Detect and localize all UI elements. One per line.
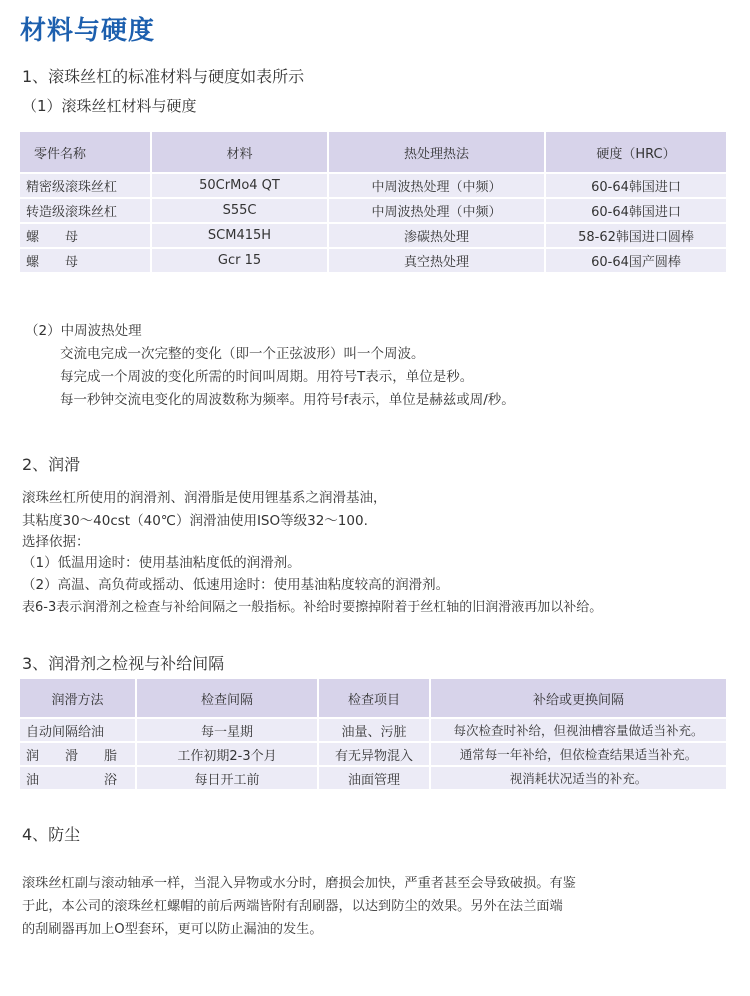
col-header: 硬度（HRC） [546, 132, 726, 172]
table-cell: 转造级滚珠丝杠 [20, 199, 150, 222]
table-cell: 中周波热处理（中频） [329, 199, 544, 222]
col-header: 热处理热法 [329, 132, 544, 172]
col-header: 检查间隔 [137, 679, 317, 717]
col-header: 材料 [152, 132, 327, 172]
section3-heading: 3、润滑剂之检视与补给间隔 [22, 654, 225, 673]
section1-heading: 1、滚珠丝杠的标准材料与硬度如表所示 [22, 67, 305, 86]
col-header: 检查项目 [319, 679, 429, 717]
section2-line: 滚珠丝杠所使用的润滑剂、润滑脂是使用锂基系之润滑基油， [22, 490, 387, 506]
table-cell: 58-62韩国进口圆棒 [546, 224, 726, 247]
table-cell: 每日开工前 [137, 767, 317, 789]
table-row [20, 767, 726, 789]
section1-sub2: （2）中周波热处理 [25, 323, 142, 339]
table-cell: 通常每一年补给，但依检查结果适当补充。 [431, 743, 726, 765]
table-cell: SCM415H [152, 224, 327, 247]
table-cell: 润 滑 脂 [20, 743, 135, 765]
table-cell: 真空热处理 [329, 249, 544, 272]
table-cell: 每一星期 [137, 719, 317, 741]
table-header-row [20, 132, 726, 172]
table-cell: 油量、污脏 [319, 719, 429, 741]
section2-line: 表6-3表示润滑剂之检查与补给间隔之一般指标。补给时要擦掉附着于丝杠轴的旧润滑液再加以补给。 [22, 600, 603, 615]
table-cell: 50CrMo4 QT [152, 174, 327, 197]
sub2-line: 交流电完成一次完整的变化（即一个正弦波形）叫一个周波。 [60, 346, 425, 362]
table-header-row [20, 679, 726, 717]
section1-sub1: （1）滚珠丝杠材料与硬度 [22, 97, 197, 115]
table-row [20, 174, 726, 197]
sub2-line: 每完成一个周波的变化所需的时间叫周期。用符号T表示，单位是秒。 [60, 369, 474, 385]
section2-heading: 2、润滑 [22, 455, 81, 474]
table-cell: 自动间隔给油 [20, 719, 135, 741]
table-cell: 工作初期2-3个月 [137, 743, 317, 765]
table-cell: 螺 母 [20, 224, 150, 247]
section2-line: 其粘度30～40cst（40℃）润滑油使用ISO等级32～100. [22, 513, 368, 529]
table-cell: 60-64韩国进口 [546, 199, 726, 222]
table-cell: 油面管理 [319, 767, 429, 789]
col-header: 零件名称 [20, 132, 150, 172]
section4-line: 于此，本公司的滚珠丝杠螺帽的前后两端皆附有刮刷器，以达到防尘的效果。另外在法兰面端 [22, 899, 563, 914]
col-header: 润滑方法 [20, 679, 135, 717]
section4-heading: 4、防尘 [22, 825, 81, 844]
col-header: 补给或更换间隔 [431, 679, 726, 717]
table-cell: 渗碳热处理 [329, 224, 544, 247]
table-cell: 60-64韩国进口 [546, 174, 726, 197]
table-cell: 中周波热处理（中频） [329, 174, 544, 197]
table-row [20, 249, 726, 272]
table-cell: 每次检查时补给，但视油槽容量做适当补充。 [431, 719, 726, 741]
section4-line: 的刮刷器再加上O型套环，更可以防止漏油的发生。 [22, 922, 323, 937]
section2-line: （1）低温用途时：使用基油粘度低的润滑剂。 [22, 555, 301, 571]
table-cell: 有无异物混入 [319, 743, 429, 765]
table-row [20, 199, 726, 222]
table-row [20, 719, 726, 741]
table-cell: 60-64国产圆棒 [546, 249, 726, 272]
page-title: 材料与硬度 [20, 16, 156, 46]
section4-line: 滚珠丝杠副与滚动轴承一样，当混入异物或水分时，磨损会加快，严重者甚至会导致破损。有鉴 [22, 876, 576, 891]
table-row [20, 224, 726, 247]
table-cell: 油 浴 [20, 767, 135, 789]
table-row [20, 743, 726, 765]
section2-line: 选择依据： [22, 534, 90, 550]
table-cell: 视消耗状况适当的补充。 [431, 767, 726, 789]
table-cell: Gcr 15 [152, 249, 327, 272]
sub2-line: 每一秒钟交流电变化的周波数称为频率。用符号f表示，单位是赫兹或周/秒。 [60, 392, 515, 408]
table-cell: 精密级滚珠丝杠 [20, 174, 150, 197]
table-cell: S55C [152, 199, 327, 222]
table-cell: 螺 母 [20, 249, 150, 272]
section2-line: （2）高温、高负荷或摇动、低速用途时：使用基油粘度较高的润滑剂。 [22, 577, 450, 593]
lubrication-table [18, 677, 728, 791]
material-table [18, 130, 728, 274]
